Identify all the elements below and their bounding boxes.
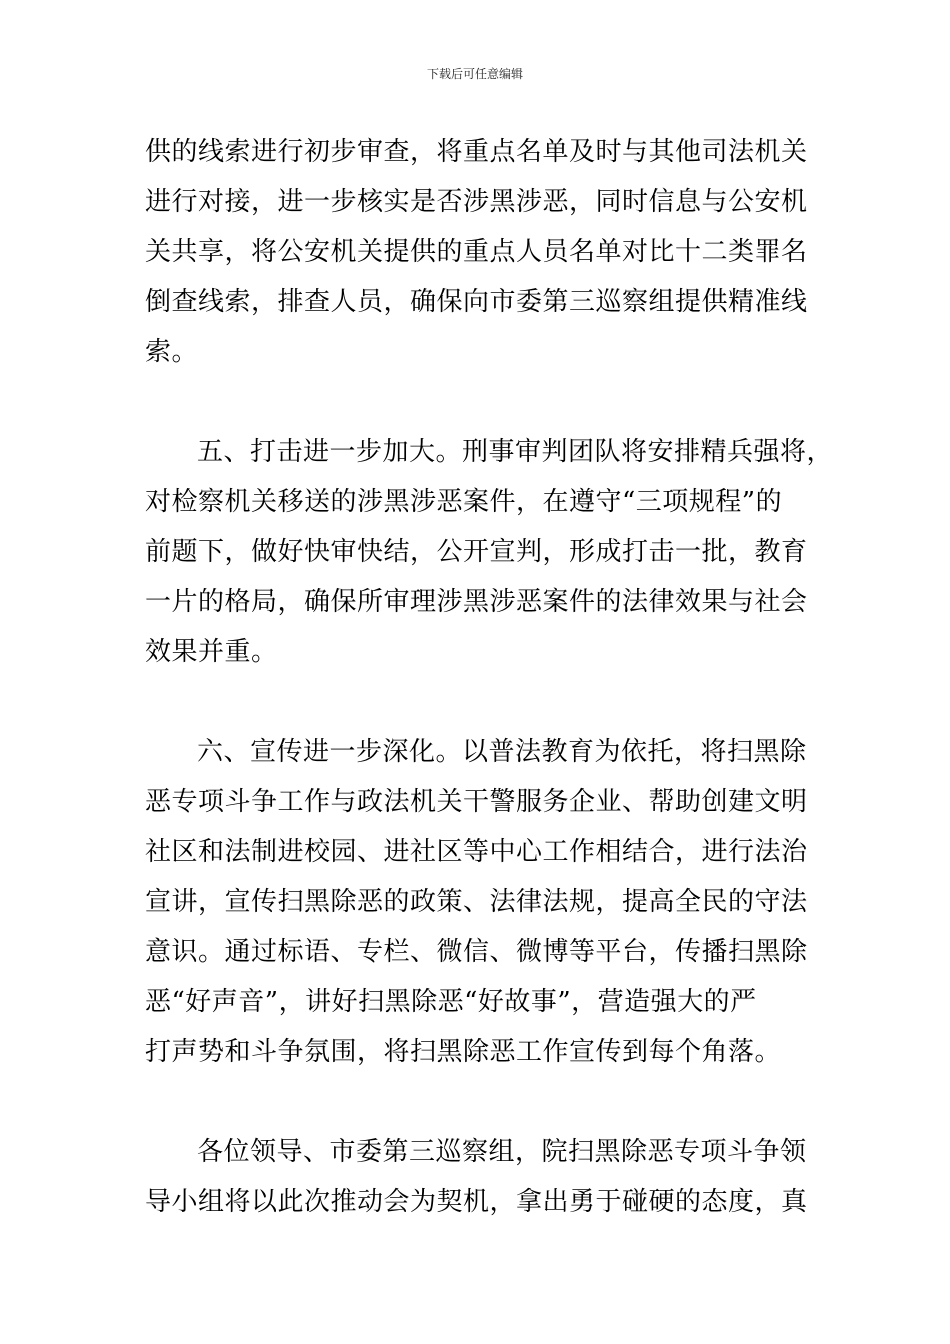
page-header-note: 下载后可任意编辑 [426, 67, 523, 81]
text-line: 宣讲，宣传扫黑除恶的政策、法律法规，提高全民的守法 [145, 887, 808, 917]
text-line: 关共享，将公安机关提供的重点人员名单对比十二类罪名 [145, 237, 808, 267]
text-line: 五、打击进一步加大。刑事审判团队将安排精兵强将， [197, 437, 834, 467]
text-line: 一片的格局，确保所审理涉黑涉恶案件的法律效果与社会 [145, 587, 808, 617]
text-line: 索。 [145, 337, 199, 367]
text-line: 恶专项斗争工作与政法机关干警服务企业、帮助创建文明 [145, 787, 808, 817]
text-line: 前题下，做好快审快结，公开宣判，形成打击一批，教育 [145, 537, 808, 567]
text-line: 供的线索进行初步审查，将重点名单及时与其他司法机关 [145, 137, 808, 167]
text-line: 社区和法制进校园、进社区等中心工作相结合，进行法治 [145, 837, 808, 867]
paragraph [145, 127, 820, 377]
paragraph [145, 427, 834, 677]
text-line: 六、宣传进一步深化。以普法教育为依托，将扫黑除 [197, 737, 807, 767]
paragraph [145, 1127, 820, 1227]
document-body [145, 127, 834, 1227]
paragraph-gap [145, 1077, 820, 1127]
text-line: 各位领导、市委第三巡察组，院扫黑除恶专项斗争领 [197, 1137, 807, 1167]
text-line: 意识。通过标语、专栏、微信、微博等平台，传播扫黑除 [145, 937, 808, 967]
text-line: 恶“好声音”，讲好扫黑除恶“好故事”，营造强大的严 [145, 987, 757, 1017]
text-line: 打声势和斗争氛围，将扫黑除恶工作宣传到每个角落。 [145, 1037, 782, 1067]
paragraph [145, 727, 820, 1077]
text-line: 导小组将以此次推动会为契机，拿出勇于碰硬的态度，真 [145, 1187, 808, 1217]
paragraph-gap [145, 677, 820, 727]
paragraph-gap [145, 377, 820, 427]
text-line: 效果并重。 [145, 637, 278, 667]
text-line: 进行对接，进一步核实是否涉黑涉恶，同时信息与公安机 [145, 187, 808, 217]
text-line: 倒查线索，排查人员，确保向市委第三巡察组提供精准线 [145, 287, 808, 317]
text-line: 对检察机关移送的涉黑涉恶案件，在遵守“三项规程”的 [145, 487, 783, 517]
